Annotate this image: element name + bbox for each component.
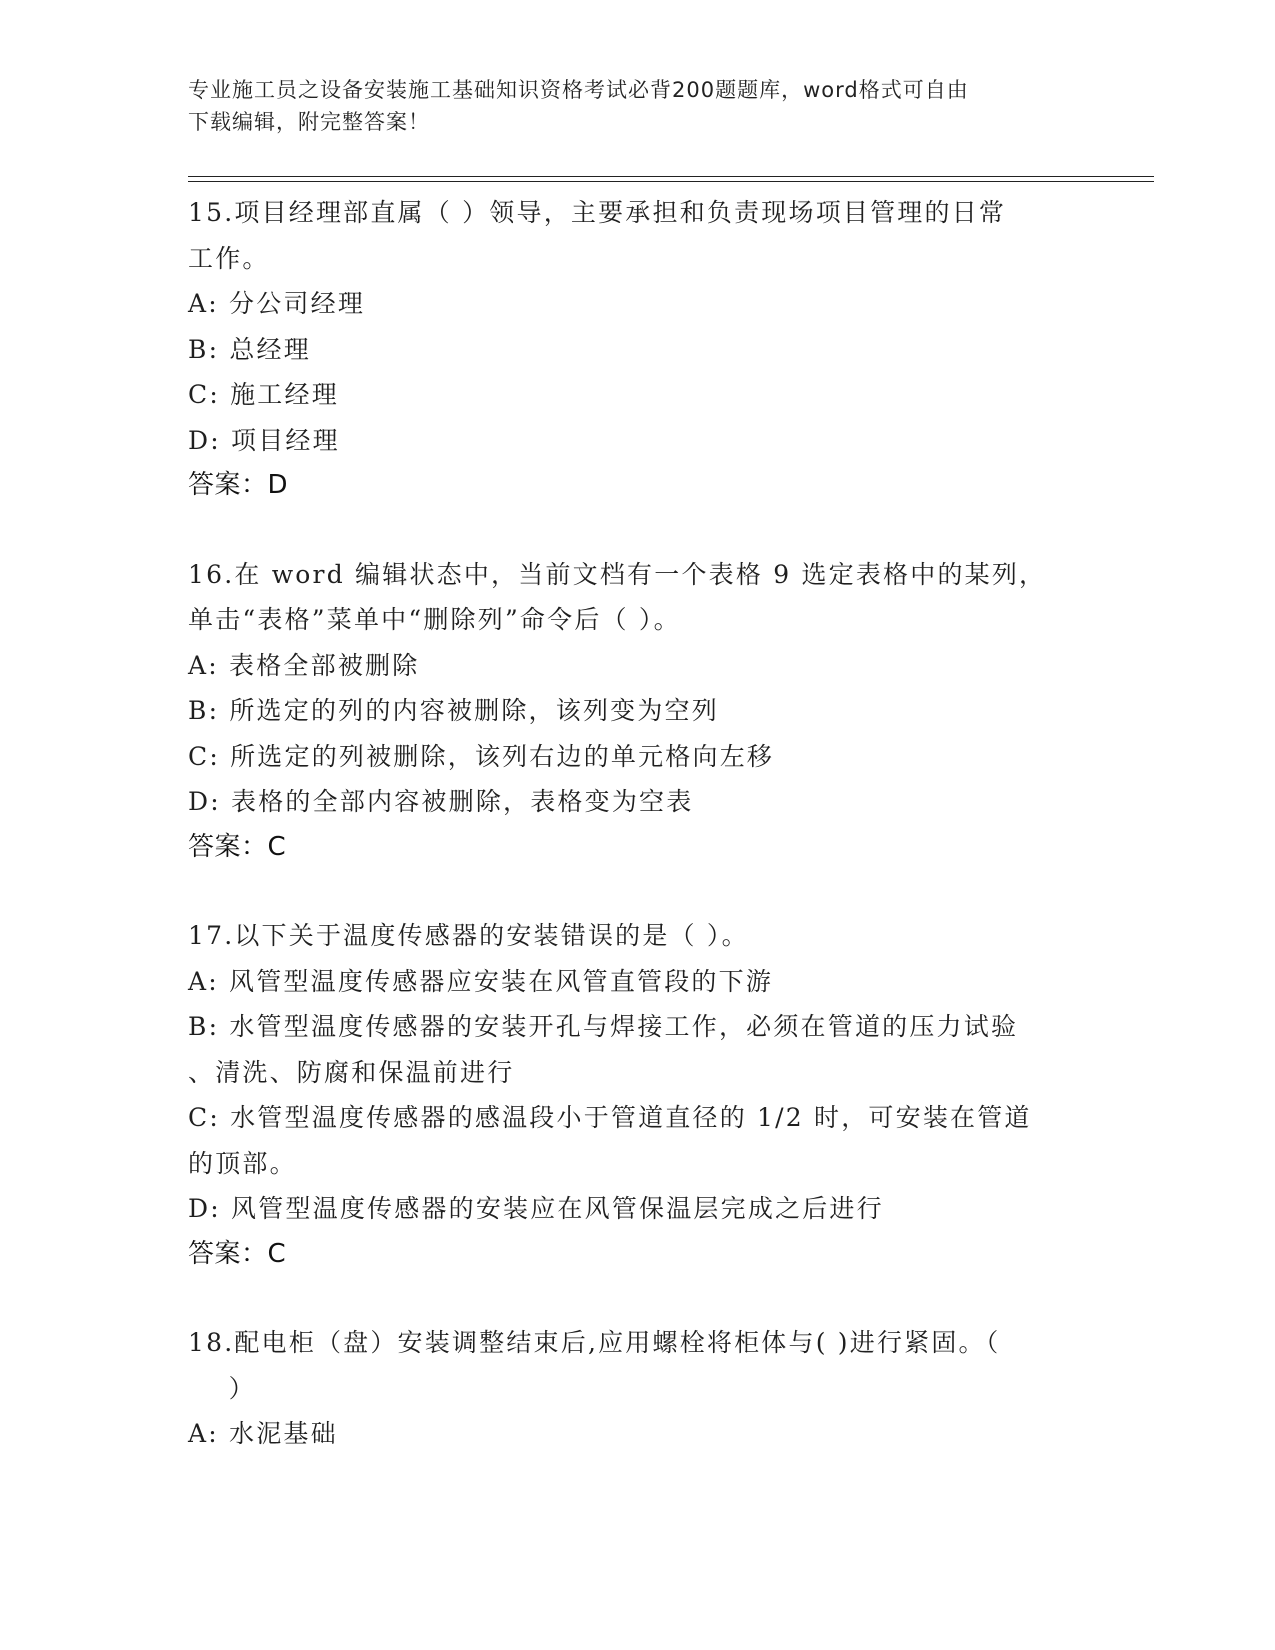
question-17 bbox=[188, 913, 1088, 1277]
option-d: D: 表格的全部内容被删除，表格变为空表 bbox=[188, 787, 694, 816]
option-c: C: 施工经理 bbox=[188, 380, 339, 409]
option-b-continued: 、清洗、防腐和保温前进行 bbox=[188, 1057, 515, 1087]
option-a: A: 分公司经理 bbox=[188, 289, 366, 318]
question-stem: 16.在 word 编辑状态中，当前文档有一个表格 9 选定表格中的某列， bbox=[188, 559, 1047, 589]
option-a: A: 表格全部被删除 bbox=[188, 650, 420, 680]
question-16 bbox=[188, 552, 1088, 871]
header-divider-top bbox=[188, 176, 1154, 177]
question-stem: 18.配电柜（盘）安装调整结束后,应用螺栓将柜体与( )进行紧固。（ bbox=[188, 1328, 1001, 1357]
option-a: A: 风管型温度传感器应安装在风管直管段的下游 bbox=[188, 966, 774, 996]
header-line-2: 下载编辑，附完整答案！ bbox=[188, 110, 430, 134]
question-stem: 工作。 bbox=[188, 243, 270, 273]
header-divider-bottom bbox=[188, 181, 1154, 182]
option-c: C: 所选定的列被删除，该列右边的单元格向左移 bbox=[188, 741, 775, 771]
option-c-continued: 的顶部。 bbox=[188, 1148, 297, 1178]
answer: 答案：C bbox=[188, 831, 287, 862]
option-d: D: 风管型温度传感器的安装应在风管保温层完成之后进行 bbox=[188, 1194, 884, 1223]
answer: 答案：C bbox=[188, 1238, 287, 1269]
question-stem: 单击“表格”菜单中“删除列”命令后（ ）。 bbox=[188, 605, 681, 634]
option-b: B: 水管型温度传感器的安装开孔与焊接工作，必须在管道的压力试验 bbox=[188, 1012, 1019, 1041]
question-15 bbox=[188, 190, 1088, 509]
option-a: A: 水泥基础 bbox=[188, 1419, 338, 1448]
option-b: B: 总经理 bbox=[188, 334, 311, 364]
header-line-1: 专业施工员之设备安装施工基础知识资格考试必背200题题库，word格式可自由 bbox=[188, 78, 969, 102]
option-c: C: 水管型温度传感器的感温段小于管道直径的 1/2 时，可安装在管道 bbox=[188, 1103, 1032, 1132]
question-stem: 17.以下关于温度传感器的安装错误的是（ ）。 bbox=[188, 921, 749, 950]
option-b: B: 所选定的列的内容被删除，该列变为空列 bbox=[188, 696, 719, 725]
question-list bbox=[188, 190, 1088, 1457]
answer: 答案：D bbox=[188, 470, 289, 500]
question-stem: 15.项目经理部直属（ ）领导，主要承担和负责现场项目管理的日常 bbox=[188, 198, 1007, 227]
document-header bbox=[188, 74, 1068, 138]
question-stem: ） bbox=[188, 1373, 256, 1403]
option-d: D: 项目经理 bbox=[188, 425, 340, 455]
question-18 bbox=[188, 1320, 1088, 1457]
